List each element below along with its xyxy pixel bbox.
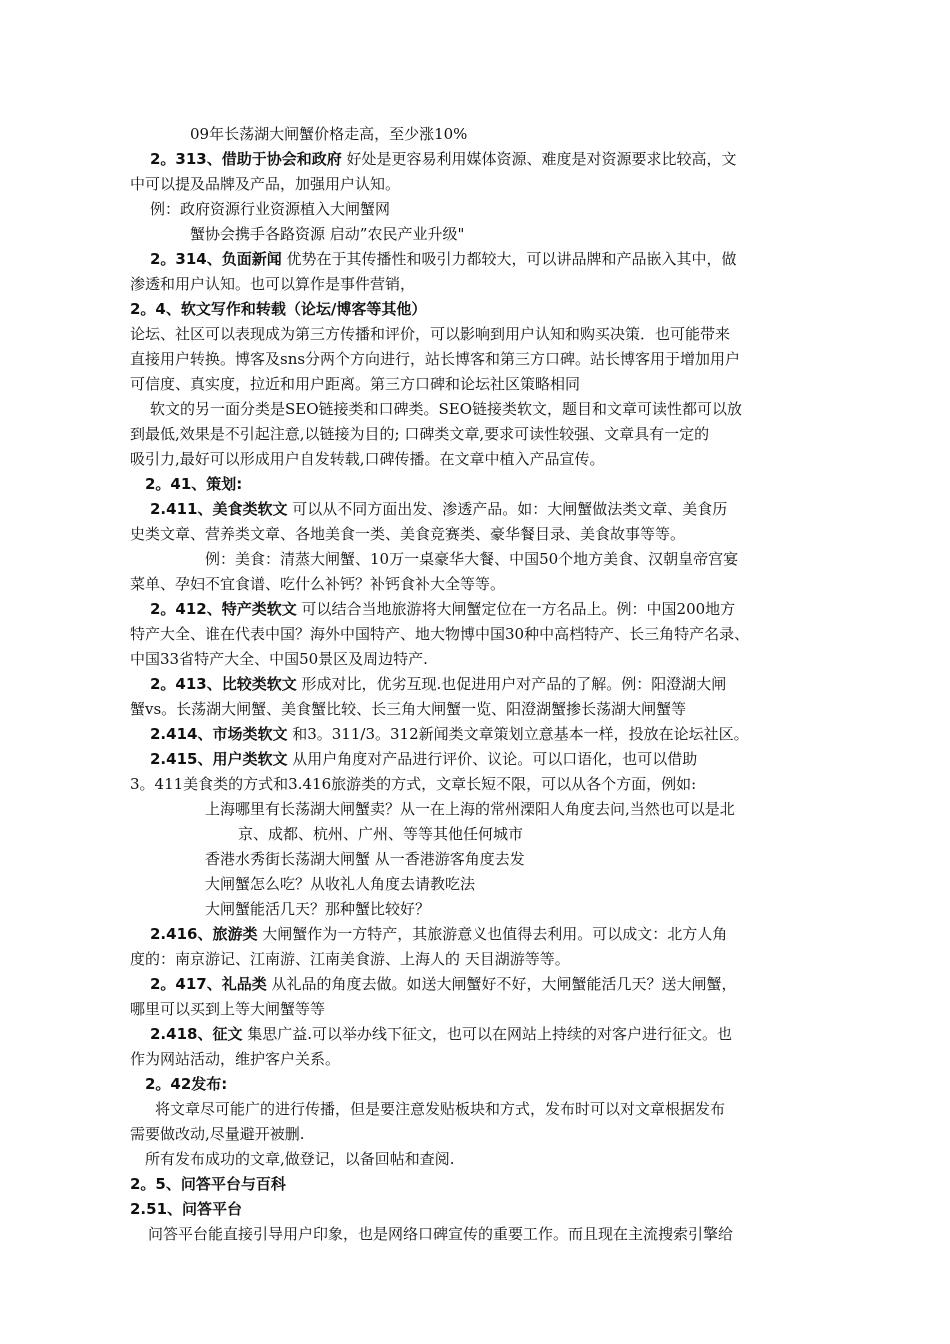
- text-line-36: [130, 998, 325, 1020]
- section-heading: 2。4、软文写作和转载（论坛/博客等其他）: [130, 300, 427, 318]
- line-text: 需要做改动,尽量避开被删.: [130, 1125, 305, 1143]
- line-text: 哪里可以买到上等大闸蟹等等: [130, 1000, 326, 1018]
- line-text: 例：政府资源行业资源植入大闸蟹网: [150, 200, 391, 218]
- example-line-4: [205, 798, 735, 820]
- line-text: 直接用户转换。博客及sns分两个方向进行，站长博客和第三方口碑。站长博客用于增加用户: [130, 350, 741, 368]
- section-heading: 2。417、礼品类: [150, 975, 267, 993]
- example-line-8: [205, 898, 430, 920]
- section-heading: 2.414、市场类软文: [150, 725, 288, 743]
- example-line-3: [205, 548, 738, 570]
- section-heading: 2。41、策划:: [145, 475, 243, 493]
- section-2-411: [150, 498, 727, 520]
- section-2-314: [150, 248, 737, 270]
- line-text: 3。411美食类的方式和3.416旅游类的方式，文章长短不限，可以从各个方面，例如:: [130, 775, 697, 793]
- example-line-7: [205, 873, 475, 895]
- line-text: 菜单、孕妇不宜食谱、吃什么补钙？补钙食补大全等等。: [130, 575, 506, 593]
- text-line-24: [130, 698, 686, 720]
- line-text: 上海哪里有长荡湖大闸蟹卖？从一在上海的常州溧阳人角度去问,当然也可以是北: [205, 800, 735, 818]
- section-heading: 2。413、比较类软文: [150, 675, 297, 693]
- line-text: 形成对比，优劣互现.也促进用户对产品的了解。例：阳澄湖大闸: [296, 675, 727, 693]
- text-line-45: [148, 1223, 733, 1245]
- line-text: 京、成都、杭州、广州、等等其他任何城市: [238, 825, 524, 843]
- text-line-19: [130, 573, 505, 595]
- text-line-14: [130, 448, 605, 470]
- line-text: 中可以提及品牌及产品，加强用户认知。: [130, 175, 401, 193]
- line-text: 吸引力,最好可以形成用户自发转载,口碑传播。在文章中植入产品宣传。: [130, 450, 605, 468]
- example-line-5: [238, 823, 523, 845]
- line-text: 集思广益.可以举办线下征文，也可以在网站上持续的对客户进行征文。也: [242, 1025, 732, 1043]
- section-2-414: [150, 723, 749, 745]
- line-text: 和3。311/3。312新闻类文章策划立意基本一样，投放在论坛社区。: [287, 725, 749, 743]
- text-line-21: [130, 623, 749, 645]
- line-text: 大闸蟹作为一方特产，其旅游意义也值得去利用。可以成文：北方人角: [257, 925, 728, 943]
- line-text: 史类文章、营养类文章、各地美食一类、美食竞赛类、豪华餐目录、美食故事等等。: [130, 525, 686, 543]
- line-text: 蟹协会携手各路资源 启动”农民产业升级": [190, 225, 465, 243]
- section-heading: 2。313、借助于协会和政府: [150, 150, 342, 168]
- section-2-417: [150, 973, 737, 995]
- section-heading: 2。42发布:: [145, 1075, 228, 1093]
- line-text: 特产大全、谁在代表中国？海外中国特产、地大物博中国30种中高档特产、长三角特产名录、: [130, 625, 750, 643]
- line-text: 大闸蟹怎么吃？从收礼人角度去请教吃法: [205, 875, 476, 893]
- line-text: 所有发布成功的文章,做登记，以备回帖和查阅.: [145, 1150, 455, 1168]
- text-line-27: [130, 773, 696, 795]
- section-2-41: [145, 473, 242, 495]
- section-2-412: [150, 598, 735, 620]
- text-line-11: [130, 373, 580, 395]
- section-2-415: [150, 748, 697, 770]
- section-2-42: [145, 1073, 227, 1095]
- section-2-413: [150, 673, 726, 695]
- section-heading: 2.51、问答平台: [130, 1200, 243, 1218]
- line-text: 可以从不同方面出发、渗透产品。如：大闸蟹做法类文章、美食历: [287, 500, 728, 518]
- line-text: 作为网站活动，维护客户关系。: [130, 1050, 341, 1068]
- line-text: 可以结合当地旅游将大闸蟹定位在一方名品上。例：中国200地方: [296, 600, 736, 618]
- section-2-51: [130, 1198, 242, 1220]
- line-text: 中国33省特产大全、中国50景区及周边特产.: [130, 650, 428, 668]
- line-text: 渗透和用户认知。也可以算作是事件营销，: [130, 275, 416, 293]
- section-2-5: [130, 1173, 286, 1195]
- text-line-22: [130, 648, 428, 670]
- example-line-6: [205, 848, 525, 870]
- line-text: 问答平台能直接引导用户印象，也是网络口碑宣传的重要工作。而且现在主流搜索引擎给: [148, 1225, 734, 1243]
- section-heading: 2.416、旅游类: [150, 925, 258, 943]
- line-text: 论坛、社区可以表现成为第三方传播和评价，可以影响到用户认知和购买决策．也可能带来: [130, 325, 731, 343]
- line-text: 到最低,效果是不引起注意,以链接为目的; 口碑类文章,要求可读性较强、文章具有一定的: [130, 425, 710, 443]
- line-text: 例：美食：清蒸大闸蟹、10万一桌豪华大餐、中国50个地方美食、汉朝皇帝宫宴: [205, 550, 739, 568]
- text-line-3: [130, 173, 400, 195]
- text-line-9: [130, 323, 730, 345]
- section-heading: 2.418、征文: [150, 1025, 243, 1043]
- text-line-7: [130, 273, 415, 295]
- text-line-17: [130, 523, 685, 545]
- text-line-41: [130, 1123, 305, 1145]
- text-line-42: [145, 1148, 455, 1170]
- line-text: 香港水秀街长荡湖大闸蟹 从一香港游客角度去发: [205, 850, 525, 868]
- text-line-34: [130, 948, 570, 970]
- section-2-418: [150, 1023, 732, 1045]
- line-text: 好处是更容易利用媒体资源、难度是对资源要求比较高，文: [341, 150, 737, 168]
- text-line-13: [130, 423, 709, 445]
- line-text: 优势在于其传播性和吸引力都较大，可以讲品牌和产品嵌入其中，做: [281, 250, 737, 268]
- line-text: 从用户角度对产品进行评价、议论。可以口语化，也可以借助: [287, 750, 698, 768]
- line-text: 软文的另一面分类是SEO链接类和口碑类。SEO链接类软文，题目和文章可读性都可以放: [150, 400, 743, 418]
- section-heading: 2.415、用户类软文: [150, 750, 288, 768]
- example-line: [150, 198, 390, 220]
- line-text: 度的：南京游记、江南游、江南美食游、上海人的 天目湖游等等。: [130, 950, 570, 968]
- example-line-2: [190, 223, 464, 245]
- section-heading: 2。412、特产类软文: [150, 600, 297, 618]
- section-2-4: [130, 298, 426, 320]
- line-text: 09年长荡湖大闸蟹价格走高，至少涨10%: [190, 125, 468, 143]
- line-text: 从礼品的角度去做。如送大闸蟹好不好，大闸蟹能活几天？送大闸蟹，: [266, 975, 737, 993]
- text-line-12: [150, 398, 742, 420]
- line-text: 大闸蟹能活几天？那种蟹比较好？: [205, 900, 431, 918]
- text-line-1: [190, 123, 467, 145]
- line-text: 可信度、真实度，拉近和用户距离。第三方口碑和论坛社区策略相同: [130, 375, 581, 393]
- section-heading: 2。5、问答平台与百科: [130, 1175, 286, 1193]
- text-line-10: [130, 348, 740, 370]
- text-line-38: [130, 1048, 340, 1070]
- text-line-40: [155, 1098, 725, 1120]
- section-heading: 2。314、负面新闻: [150, 250, 282, 268]
- section-2-416: [150, 923, 727, 945]
- section-2-313: [150, 148, 737, 170]
- line-text: 将文章尽可能广的进行传播，但是要注意发贴板块和方式，发布时可以对文章根据发布: [155, 1100, 726, 1118]
- section-heading: 2.411、美食类软文: [150, 500, 288, 518]
- line-text: 蟹vs。长荡湖大闸蟹、美食蟹比较、长三角大闸蟹一览、阳澄湖蟹掺长荡湖大闸蟹等: [130, 700, 687, 718]
